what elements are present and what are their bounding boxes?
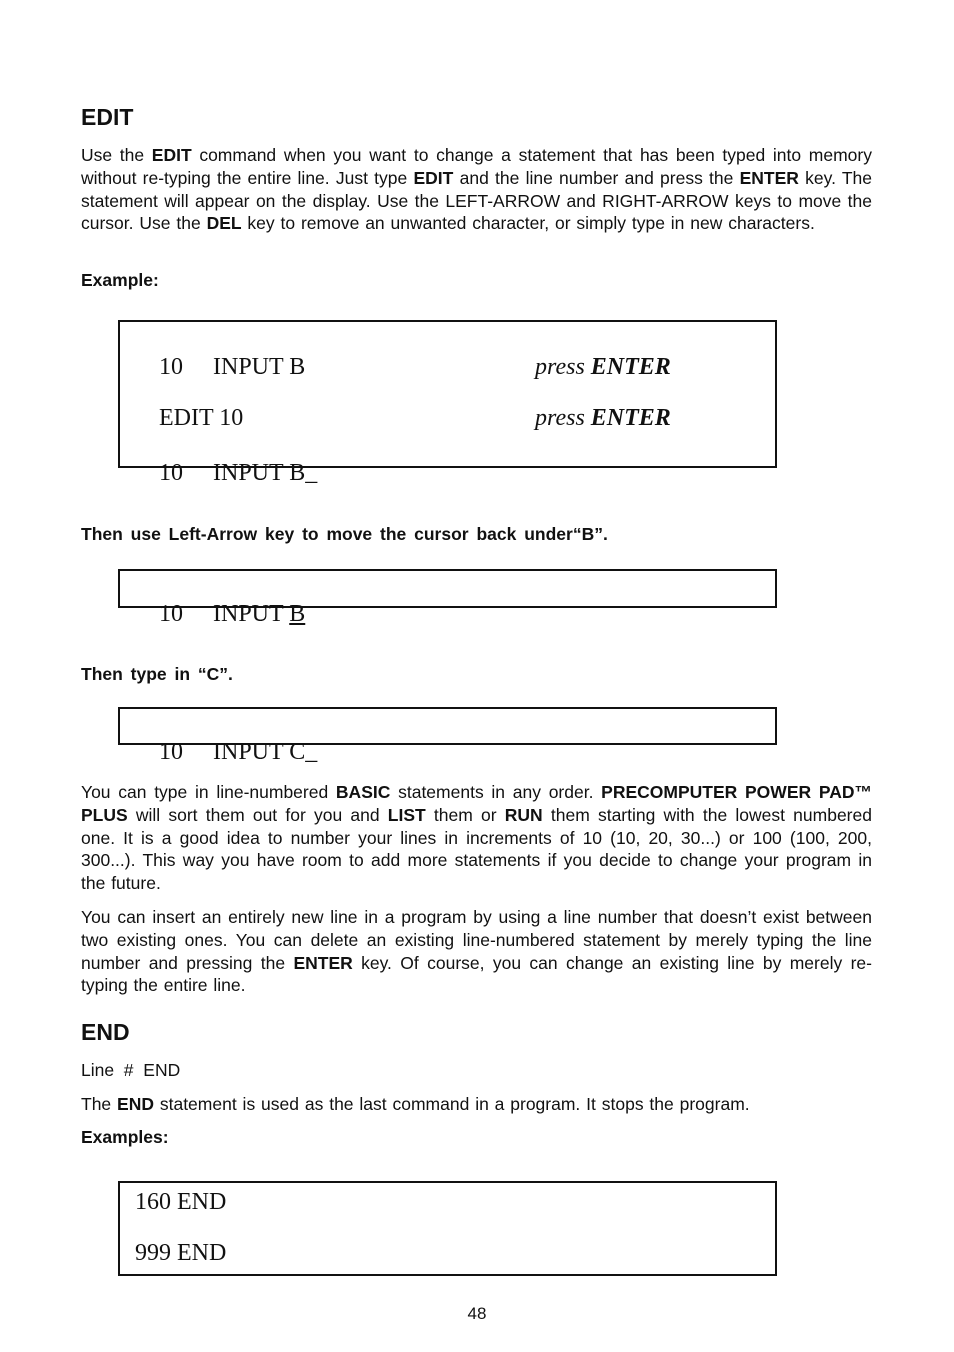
press-word: press — [535, 405, 585, 431]
bold-keyword: EDIT — [413, 167, 454, 188]
bold-keyword: BASIC — [335, 782, 391, 802]
line-number: 10 — [159, 739, 183, 765]
step-move-cursor-label: Then use Left-Arrow key to move the cursor back under“B”. — [81, 524, 608, 544]
example-code-box — [118, 320, 777, 486]
end-examples-code-box — [118, 1181, 777, 1276]
line-order-paragraph: You can type in line-numbered BASIC statements in any order. PRECOMPUTER POWER PAD™ PLUS will sort them out for you and LIST them or RUN them starting with the lowest numbered one. It is a good idea to number your lines in increments of 10 (10, 20, 30...) or 100 (100, 200, 300...). This way you have room to add more statements if you decide to change your program in the future. — [81, 782, 872, 894]
bold-keyword: END — [117, 1094, 154, 1114]
bold-keyword: RUN — [504, 804, 543, 825]
page-number: 48 — [467, 1304, 487, 1323]
press-enter-instruction — [511, 378, 671, 459]
enter-key-word: ENTER — [590, 405, 671, 431]
code-line-3 — [135, 433, 317, 514]
code-line-1: 160 END — [135, 1189, 227, 1215]
cursor-character: B — [289, 601, 306, 627]
enter-key-word: ENTER — [590, 354, 671, 380]
examples-label: Examples: — [81, 1127, 169, 1147]
type-c-code-box — [118, 707, 777, 765]
step-type-c-label: Then type in “C”. — [81, 664, 233, 684]
end-description: The END statement is used as the last command in a program. It stops the program. — [81, 1094, 750, 1114]
edit-description: Use the EDIT command when you want to change a statement that has been typed into memory without re-typing the entire line. Just type EDIT and the line number and press the ENTER key. The statement will appear on the display. Use the LEFT-ARROW and RIGHT-ARROW keys to move the cursor. Use the DEL key to remove an unwanted character, or simply type in new characters. — [81, 145, 873, 234]
code-statement: INPUT C_ — [213, 739, 318, 765]
code-statement: EDIT 10 — [159, 405, 244, 431]
bold-keyword: EDIT — [151, 145, 192, 165]
code-line — [135, 574, 305, 655]
cursor-code-box — [118, 569, 777, 627]
example-label: Example: — [81, 270, 159, 290]
bold-keyword: LIST — [387, 804, 426, 825]
press-word: press — [535, 354, 585, 380]
bold-keyword: ENTER — [739, 167, 799, 188]
insert-delete-paragraph: You can insert an entirely new line in a program by using a line number that doesn’t exist between two existing ones. You can delete an existing line-numbered statement by merely typing the line number and pressing the ENTER key. Of course, you can change an existing line by merely re-typing the entire line. — [81, 907, 872, 996]
line-number: 10 — [159, 354, 183, 380]
code-statement: INPUT B — [213, 354, 306, 380]
bold-keyword: ENTER — [293, 952, 353, 973]
line-number: 10 — [159, 460, 183, 486]
line-number: 10 — [159, 601, 183, 627]
bold-keyword: PRECOMPUTER POWER PAD™ PLUS — [81, 782, 872, 825]
code-statement: INPUT — [213, 601, 290, 627]
code-line-2: 999 END — [135, 1240, 227, 1266]
code-statement: INPUT B_ — [213, 460, 318, 486]
end-syntax: Line # END — [81, 1060, 181, 1080]
edit-heading: EDIT — [81, 104, 134, 130]
end-heading: END — [81, 1019, 130, 1045]
bold-keyword: DEL — [206, 213, 242, 234]
